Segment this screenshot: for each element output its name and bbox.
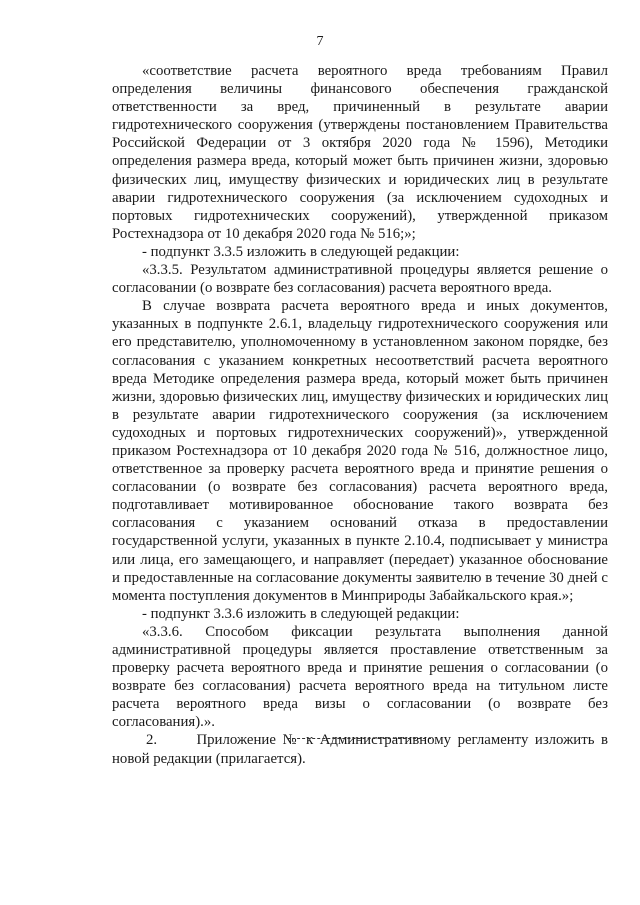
paragraph-subclause-3-3-5-intro: - подпункт 3.3.5 изложить в следующей редакции:	[142, 243, 460, 260]
end-separator-line	[287, 738, 431, 739]
document-body	[112, 62, 608, 768]
paragraph-item-2: 2. Приложение № к Административному регламенту изложить в новой редакции (прилагается).	[112, 732, 608, 767]
paragraph-subclause-3-3-6-intro: - подпункт 3.3.6 изложить в следующей редакции:	[142, 605, 460, 622]
paragraph-compliance-quote: «соответствие расчета вероятного вреда требованиям Правил определения величины финансового обеспечения гражданской ответственности за вред, причиненный в результате аварии гидротехнического сооружения (утверждены постановлением Правительства Российской Федерации от 3 октября 2020 года № 1596), Методики определения размера вреда, который может быть причинен жизни, здоровью физических лиц, имуществу физических и юридических лиц в результате аварии гидротехнического сооружения (за исключением судоходных и портовых гидротехнических сооружений), утвержденной приказом Ростехнадзора от 10 декабря 2020 года № 516;»;	[112, 63, 608, 242]
page-number: 7	[316, 34, 324, 49]
paragraph-return-case: В случае возврата расчета вероятного вреда и иных документов, указанных в подпункте 2.6.1, владельцу гидротехнического сооружения или его представителю, уполномоченному в установленном законом порядке, без согласования с указанием конкретных несоответствий расчета вероятного вреда Методике определения размера вреда, который может быть причинен жизни, здоровью физических лиц, имуществу физических и юридических лиц в результате аварии гидротехнического сооружения (за исключением судоходных и портовых гидротехнических сооружений)», утвержденной приказом Ростехнадзора от 10 декабря 2020 года № 516, должностное лицо, ответственное за проверку расчета вероятного вреда и принятие решения о согласовании (о возврате без согласования) расчета вероятного вреда, подготавливает мотивированное обоснование такого возврата без согласования с указанием оснований отказа в предоставлении государственной услуги, указанных в пункте 2.10.4, подписывает у министра или лица, его замещающего, и направляет (передает) указанное обоснование и предоставленные на согласование документы заявителю в течение 30 дней с момента поступления документов в Минприроды Забайкальского края.»;	[112, 298, 608, 604]
paragraph-clause-3-3-6: «3.3.6. Способом фиксации результата выполнения данной административной процедуры является проставление ответственным за проверку расчета вероятного вреда и принятие решения о согласовании (о возврате без согласования) расчета вероятного вреда на титульном листе расчета вероятного вреда визы о согласовании (о возврате без согласования).».	[112, 623, 608, 731]
paragraph-clause-3-3-5: «3.3.5. Результатом административной процедуры является решение о согласовании (о возврате без согласования) расчета вероятного вреда.	[112, 262, 608, 297]
